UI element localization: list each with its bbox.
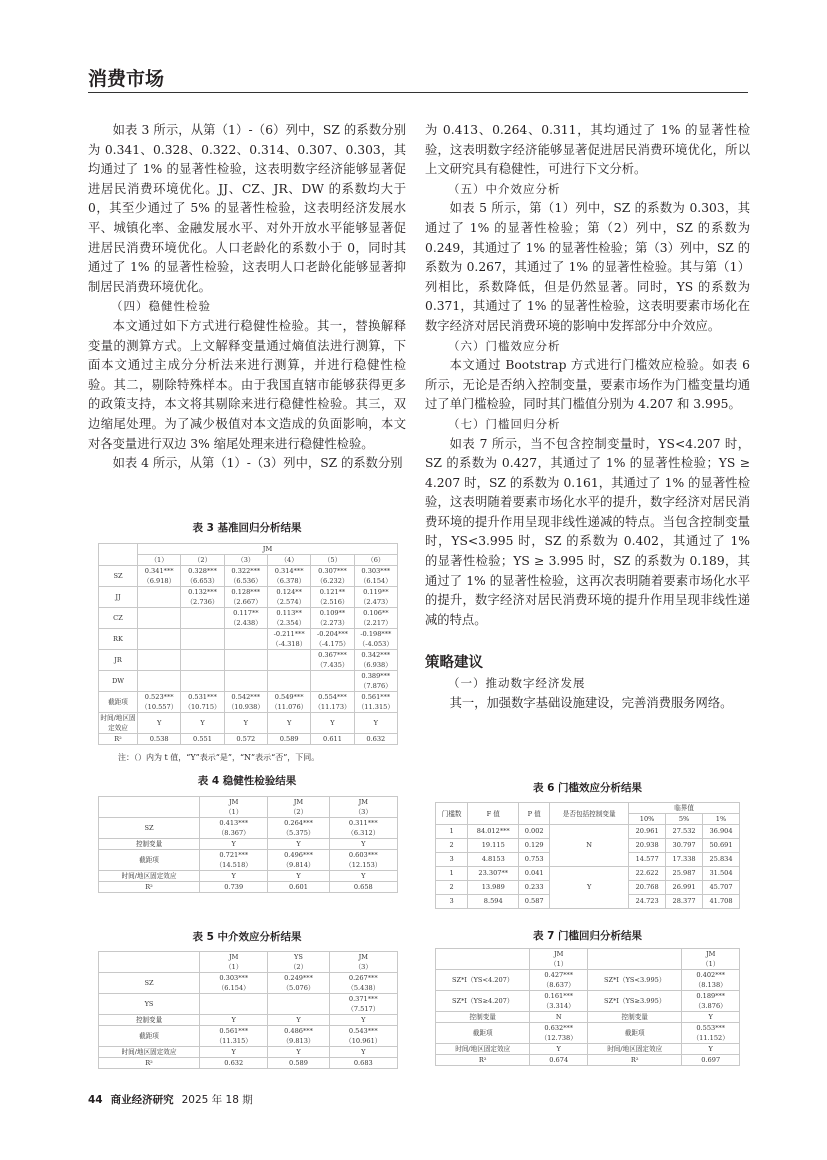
table-cell: 26.991 — [666, 881, 703, 895]
table-cell — [138, 650, 181, 671]
table-cell: 10% — [629, 814, 666, 825]
table-cell: （2） — [181, 555, 224, 566]
table-cell: YS （2） — [268, 952, 329, 973]
table4 — [98, 796, 398, 893]
table-cell: JM （3） — [329, 952, 397, 973]
subheading: （四）稳健性检验 — [111, 299, 211, 314]
table-cell: 0.322*** （6.536） — [224, 566, 267, 587]
table-cell: Y — [311, 713, 354, 734]
table-cell: 23.307** — [468, 867, 519, 881]
table-cell: 2 — [436, 839, 468, 853]
table-cell: 0.603*** （12.153） — [329, 850, 397, 871]
table-cell — [138, 671, 181, 692]
right-column — [425, 121, 750, 713]
table-cell: 14.577 — [629, 853, 666, 867]
table-cell: 时间/地区固定效应 — [587, 1044, 681, 1055]
table-cell: 0.538 — [138, 734, 181, 745]
table-cell: 0.561*** （11.315） — [354, 692, 397, 713]
table-cell: JM （3） — [329, 797, 397, 818]
table-row — [99, 797, 398, 818]
table-cell: 0.303*** （6.154） — [354, 566, 397, 587]
table-cell: JM （1） — [682, 949, 740, 970]
table-cell: 0.303*** （6.154） — [200, 973, 268, 994]
table-cell: 0.601 — [268, 882, 329, 893]
table-cell: Y — [530, 1044, 588, 1055]
table-cell: （3） — [224, 555, 267, 566]
table-cell — [224, 671, 267, 692]
table-cell: 1 — [436, 825, 468, 839]
table-cell: 截距项 — [436, 1023, 530, 1044]
table-cell: 0.739 — [200, 882, 268, 893]
table-cell: Y — [550, 867, 629, 909]
table7-title: 表 7 门槛回归分析结果 — [532, 930, 643, 942]
table-cell: 0.113** （2.354） — [267, 608, 310, 629]
table-row — [99, 839, 398, 850]
table-cell: 0.549*** （11.076） — [267, 692, 310, 713]
table-cell: 0.683 — [329, 1058, 397, 1069]
table-cell: 25.987 — [666, 867, 703, 881]
table-cell: 0.371*** （7.517） — [329, 994, 397, 1015]
journal-name: 商业经济研究 — [110, 1094, 174, 1106]
table-cell — [181, 608, 224, 629]
table-cell: Y — [200, 1015, 268, 1026]
table-row — [436, 803, 740, 814]
table-cell: Y — [682, 1012, 740, 1023]
table-cell: 0.311*** （6.312） — [329, 818, 397, 839]
table-cell: 0.264*** （5.375） — [268, 818, 329, 839]
table-cell — [267, 650, 310, 671]
table-cell: 0.161*** （3.314） — [530, 991, 588, 1012]
table-cell: 0.307*** （6.232） — [311, 566, 354, 587]
table-cell: 2 — [436, 881, 468, 895]
table-cell: -0.198*** （-4.053） — [354, 629, 397, 650]
table-cell: 20.961 — [629, 825, 666, 839]
table5-title: 表 5 中介效应分析结果 — [192, 931, 302, 943]
section-header: 消费市场 — [88, 68, 165, 90]
table-cell: 0.572 — [224, 734, 267, 745]
table-cell: 截距项 — [587, 1023, 681, 1044]
table-cell: 0.119** （2.473） — [354, 587, 397, 608]
table-cell: JR — [99, 650, 138, 671]
table-cell: R² — [99, 882, 200, 893]
table-cell: 时间/地区固定效应 — [436, 1044, 530, 1055]
table-cell: Y — [200, 1047, 268, 1058]
table-row — [99, 952, 398, 973]
table-row — [99, 871, 398, 882]
table-cell: Y — [354, 713, 397, 734]
table-cell: YS — [99, 994, 200, 1015]
table-cell: Y — [267, 713, 310, 734]
table-row — [436, 825, 740, 839]
table-cell: JM （2） — [268, 797, 329, 818]
table-cell: 0.267*** （5.438） — [329, 973, 397, 994]
table-cell: -0.211*** （-4.318） — [267, 629, 310, 650]
table-row — [436, 991, 740, 1012]
table-cell: Y — [138, 713, 181, 734]
table3-title: 表 3 基准回归分析结果 — [192, 522, 302, 534]
table-cell: 控制变量 — [587, 1012, 681, 1023]
table-cell: 31.504 — [703, 867, 740, 881]
paragraph: 如表 7 所示，当不包含控制变量时，YS<4.207 时，SZ 的系数为 0.427，其通过了 1% 的显著性检验；YS ≥ 4.207 时，SZ 的系数为 0.161，其通过了 1% 的显著性检验，这表明随着要素市场化水平的提升，数字经济对居民消费环境的提升作用呈现非线性递减的特点。当包含控制变量时，YS<3.995 时，SZ 的系数为 0.402，其通过了 1% 的显著性检验；YS ≥ 3.995 时，SZ 的系数为 0.189，其通过了 1% 的显著性检验，这再次表明随着要素市场化水平的提升，数字经济对居民消费环境的提升作用呈现非线性递减的特点。 — [425, 436, 750, 627]
table-cell: JM （1） — [200, 797, 268, 818]
table-cell: 1 — [436, 867, 468, 881]
table-cell: 25.834 — [703, 853, 740, 867]
table-cell — [200, 994, 268, 1015]
table-cell: 20.938 — [629, 839, 666, 853]
table-row — [99, 650, 398, 671]
table-cell — [138, 608, 181, 629]
table-cell: 0.542*** （10.938） — [224, 692, 267, 713]
subheading: （七）门槛回归分析 — [448, 416, 561, 431]
paragraph: 为 0.413、0.264、0.311，其均通过了 1% 的显著性检验，这表明数字经济能够显著促进居民消费环境优化，所以上文研究具有稳健性，可进行下文分析。 — [425, 123, 750, 177]
page-number: 44 — [88, 1094, 103, 1106]
table-cell — [311, 671, 354, 692]
table-cell: 84.012*** — [468, 825, 519, 839]
table-cell — [138, 587, 181, 608]
table-cell: Y — [224, 713, 267, 734]
table-cell — [138, 629, 181, 650]
table-cell: Y — [329, 839, 397, 850]
table-cell — [181, 629, 224, 650]
table-row — [99, 544, 398, 555]
table-cell: 3 — [436, 895, 468, 909]
table-cell: （5） — [311, 555, 354, 566]
paragraph: 如表 3 所示，从第（1）-（6）列中，SZ 的系数分别为 0.341、0.328、0.322、0.314、0.307、0.303，其均通过了 1% 的显著性检验，这表明数字经济能够显著促进居民消费环境优化。JJ、CZ、JR、DW 的系数均大于 0，其至少通过了 5% 的显著性检验，这表明经济发展水平、城镇化率、金融发展水平、对外开放水平能够显著促进居民消费环境优化。人口老龄化的系数小于 0，同时其通过了 1% 的显著性检验，这表明人口老龄化能够显著抑制居民消费环境优化。 — [88, 123, 406, 294]
table-row — [99, 692, 398, 713]
subheading: （五）中介效应分析 — [448, 181, 561, 196]
table-cell: （1） — [138, 555, 181, 566]
table-cell: 0.132*** （2.736） — [181, 587, 224, 608]
table6-title: 表 6 门槛效应分析结果 — [532, 782, 643, 794]
table-cell: JM — [138, 544, 398, 555]
table-cell: JM （1） — [530, 949, 588, 970]
table-cell: 50.691 — [703, 839, 740, 853]
table-cell: CZ — [99, 608, 138, 629]
table-cell — [181, 671, 224, 692]
table-cell: 临界值 — [629, 803, 740, 814]
table-cell: 0.551 — [181, 734, 224, 745]
table-cell: Y — [329, 1015, 397, 1026]
table-cell: SZ*I（YS≥4.207） — [436, 991, 530, 1012]
table-cell: -0.204*** （-4.175） — [311, 629, 354, 650]
table-row — [99, 629, 398, 650]
table-cell: 30.797 — [666, 839, 703, 853]
table-cell: RK — [99, 629, 138, 650]
table-cell: 0.553*** （11.152） — [682, 1023, 740, 1044]
table-cell: 门槛数 — [436, 803, 468, 825]
table-cell: （6） — [354, 555, 397, 566]
table-cell: 是否包括控制变量 — [550, 803, 629, 825]
table-cell: SZ — [99, 818, 200, 839]
table-row — [99, 713, 398, 734]
table-cell: 0.233 — [519, 881, 550, 895]
table-cell: 截距项 — [99, 850, 200, 871]
table5 — [98, 951, 398, 1069]
table-cell: 0.561*** （11.315） — [200, 1026, 268, 1047]
table-cell: 45.707 — [703, 881, 740, 895]
table-row — [436, 949, 740, 970]
table-cell: 0.674 — [530, 1055, 588, 1066]
table-cell: SZ — [99, 566, 138, 587]
table-cell: JJ — [99, 587, 138, 608]
subheading: （一）推动数字经济发展 — [448, 676, 586, 691]
table-row — [99, 994, 398, 1015]
table-cell: 0.189*** （3.876） — [682, 991, 740, 1012]
table-cell: 0.129 — [519, 839, 550, 853]
table-cell: 0.249*** （5.076） — [268, 973, 329, 994]
table-cell: SZ — [99, 973, 200, 994]
paragraph: 本文通过 Bootstrap 方式进行门槛效应检验。如表 6 所示，无论是否纳入控制变量，要素市场作为门槛变量均通过了单门槛检验，同时其门槛值分别为 4.207 和 3.995。 — [425, 358, 750, 412]
table-cell: 0.753 — [519, 853, 550, 867]
table-cell: 36.904 — [703, 825, 740, 839]
table-cell: Y — [181, 713, 224, 734]
table-row — [99, 587, 398, 608]
table-row — [436, 970, 740, 991]
table-cell: 0.554*** （11.173） — [311, 692, 354, 713]
table-cell: 8.594 — [468, 895, 519, 909]
table-row — [99, 850, 398, 871]
table-cell: Y — [682, 1044, 740, 1055]
table-cell: 0.523*** （10.557） — [138, 692, 181, 713]
table-cell: Y — [268, 871, 329, 882]
paragraph: 本文通过如下方式进行稳健性检验。其一，替换解释变量的测算方式。上文解释变量通过熵值法进行测算，下面本文通过主成分分析法来进行测算，并进行稳健性检验。其二，剔除特殊样本。由于我国直辖市能够获得更多的政策支持，本文将其剔除来进行稳健性检验。其三，双边缩尾处理。为了减少极值对本文造成的负面影响，本文对各变量进行双边 3% 缩尾处理来进行稳健性检验。 — [88, 318, 406, 451]
table-cell: Y — [329, 871, 397, 882]
table-row — [99, 1047, 398, 1058]
table-cell: R² — [99, 734, 138, 745]
table-cell: 0.632 — [354, 734, 397, 745]
table3-note: 注：（）内为 t 值，“Y”表示“是”，“N”表示“否”，下同。 — [118, 753, 320, 762]
table-cell: N — [530, 1012, 588, 1023]
table7 — [435, 948, 740, 1066]
table-cell — [268, 994, 329, 1015]
table-cell: 0.342*** （6.938） — [354, 650, 397, 671]
table-cell: 0.531*** （10.715） — [181, 692, 224, 713]
table-cell: 截距项 — [99, 692, 138, 713]
table-row — [99, 608, 398, 629]
table-cell: Y — [200, 871, 268, 882]
left-column — [88, 121, 406, 474]
table-cell: 4.8153 — [468, 853, 519, 867]
issue: 2025 年 18 期 — [181, 1094, 253, 1106]
table-cell — [267, 671, 310, 692]
table-cell: 1% — [703, 814, 740, 825]
table-cell: N — [550, 825, 629, 867]
table-row — [99, 818, 398, 839]
table-row — [99, 555, 398, 566]
table-cell: Y — [329, 1047, 397, 1058]
table-cell: R² — [587, 1055, 681, 1066]
table-cell: 截距项 — [99, 1026, 200, 1047]
table-cell: 0.328*** （6.653） — [181, 566, 224, 587]
table-cell: 0.427*** （8.637） — [530, 970, 588, 991]
table-row — [99, 973, 398, 994]
table-cell: 控制变量 — [99, 1015, 200, 1026]
table-cell: 0.587 — [519, 895, 550, 909]
table-cell: 0.632*** （12.738） — [530, 1023, 588, 1044]
table-cell: 27.532 — [666, 825, 703, 839]
table-cell: 19.115 — [468, 839, 519, 853]
table3 — [98, 543, 398, 745]
table-cell: DW — [99, 671, 138, 692]
table-cell: Y — [200, 839, 268, 850]
table-cell: 控制变量 — [436, 1012, 530, 1023]
table-cell — [224, 629, 267, 650]
table-row — [436, 867, 740, 881]
table-row — [99, 1015, 398, 1026]
table-cell: 0.128*** （2.667） — [224, 587, 267, 608]
table-row — [436, 1012, 740, 1023]
table-cell: SZ*I（YS<3.995） — [587, 970, 681, 991]
table-cell: 0.721*** （14.518） — [200, 850, 268, 871]
table6 — [435, 802, 740, 909]
paragraph: 如表 4 所示，从第（1）-（3）列中，SZ 的系数分别 — [112, 456, 403, 471]
table-cell: 0.041 — [519, 867, 550, 881]
table-cell: 3 — [436, 853, 468, 867]
table-cell: P 值 — [519, 803, 550, 825]
table-cell: 13.989 — [468, 881, 519, 895]
table-cell: SZ*I（YS≥3.995） — [587, 991, 681, 1012]
table-cell: 时间/地区固定效应 — [99, 1047, 200, 1058]
table-cell: 24.723 — [629, 895, 666, 909]
table-cell: 0.124** （2.574） — [267, 587, 310, 608]
section-title: 策略建议 — [425, 655, 483, 672]
table-row — [99, 566, 398, 587]
table-cell: 20.768 — [629, 881, 666, 895]
table-cell: 5% — [666, 814, 703, 825]
table-cell — [224, 650, 267, 671]
table-cell: 41.708 — [703, 895, 740, 909]
table-cell: R² — [99, 1058, 200, 1069]
table-cell: 28.377 — [666, 895, 703, 909]
table-cell: 0.496*** （9.814） — [268, 850, 329, 871]
table-cell: F 值 — [468, 803, 519, 825]
paragraph: 如表 5 所示，第（1）列中，SZ 的系数为 0.303，其通过了 1% 的显著性检验；第（2）列中，SZ 的系数为 0.249，其通过了 1% 的显著性检验；第（3）列中，SZ 的系数为 0.267，其通过了 1% 的显著性检验。其与第（1）列相比，系数降低，但是仍然显著。同时，YS 的系数为 0.371，其通过了 1% 的显著性检验，这表明要素市场化在数字经济对居民消费环境的影响中发挥部分中介效应。 — [425, 201, 750, 333]
table-row — [99, 671, 398, 692]
table-row — [436, 1044, 740, 1055]
table-cell: 0.106** （2.217） — [354, 608, 397, 629]
table-row — [99, 734, 398, 745]
table-cell: 0.314*** （6.378） — [267, 566, 310, 587]
table-cell: 0.543*** （10.961） — [329, 1026, 397, 1047]
table-cell: Y — [268, 1015, 329, 1026]
table-cell: 22.622 — [629, 867, 666, 881]
table-cell: 0.486*** （9.813） — [268, 1026, 329, 1047]
table-row — [99, 882, 398, 893]
table-row — [99, 1058, 398, 1069]
table4-title: 表 4 稳健性检验结果 — [197, 775, 297, 787]
table-cell: 0.589 — [267, 734, 310, 745]
table-cell: 0.002 — [519, 825, 550, 839]
table-cell: 时间/地区固定效应 — [99, 871, 200, 882]
table-cell: 0.413*** （8.367） — [200, 818, 268, 839]
table-cell: （4） — [267, 555, 310, 566]
table-cell: Y — [268, 839, 329, 850]
table-cell: 0.589 — [268, 1058, 329, 1069]
table-row — [436, 1023, 740, 1044]
table-cell: R² — [436, 1055, 530, 1066]
footer — [88, 1092, 253, 1107]
table-cell: 0.697 — [682, 1055, 740, 1066]
table-cell: Y — [268, 1047, 329, 1058]
table-cell: 0.341*** （6.918） — [138, 566, 181, 587]
table-cell: 0.658 — [329, 882, 397, 893]
table-row — [99, 1026, 398, 1047]
header-rule — [88, 92, 748, 93]
table-cell — [181, 650, 224, 671]
table-cell: 控制变量 — [99, 839, 200, 850]
table-cell: 0.402*** （8.138） — [682, 970, 740, 991]
table-cell: 0.109** （2.273） — [311, 608, 354, 629]
table-cell: 0.632 — [200, 1058, 268, 1069]
table-cell: SZ*I（YS<4.207） — [436, 970, 530, 991]
table-cell: 0.611 — [311, 734, 354, 745]
table-cell: 时间/地区固定效应 — [100, 714, 136, 732]
table-cell: JM （1） — [200, 952, 268, 973]
table-cell: 0.117** （2.438） — [224, 608, 267, 629]
paragraph: 其一，加强数字基础设施建设，完善消费服务网络。 — [449, 695, 733, 710]
table-cell: 17.338 — [666, 853, 703, 867]
table-cell: 0.367*** （7.435） — [311, 650, 354, 671]
table-cell: 0.121** （2.516） — [311, 587, 354, 608]
table-cell: 0.389*** （7.876） — [354, 671, 397, 692]
subheading: （六）门槛效应分析 — [448, 338, 561, 353]
table-row — [436, 1055, 740, 1066]
